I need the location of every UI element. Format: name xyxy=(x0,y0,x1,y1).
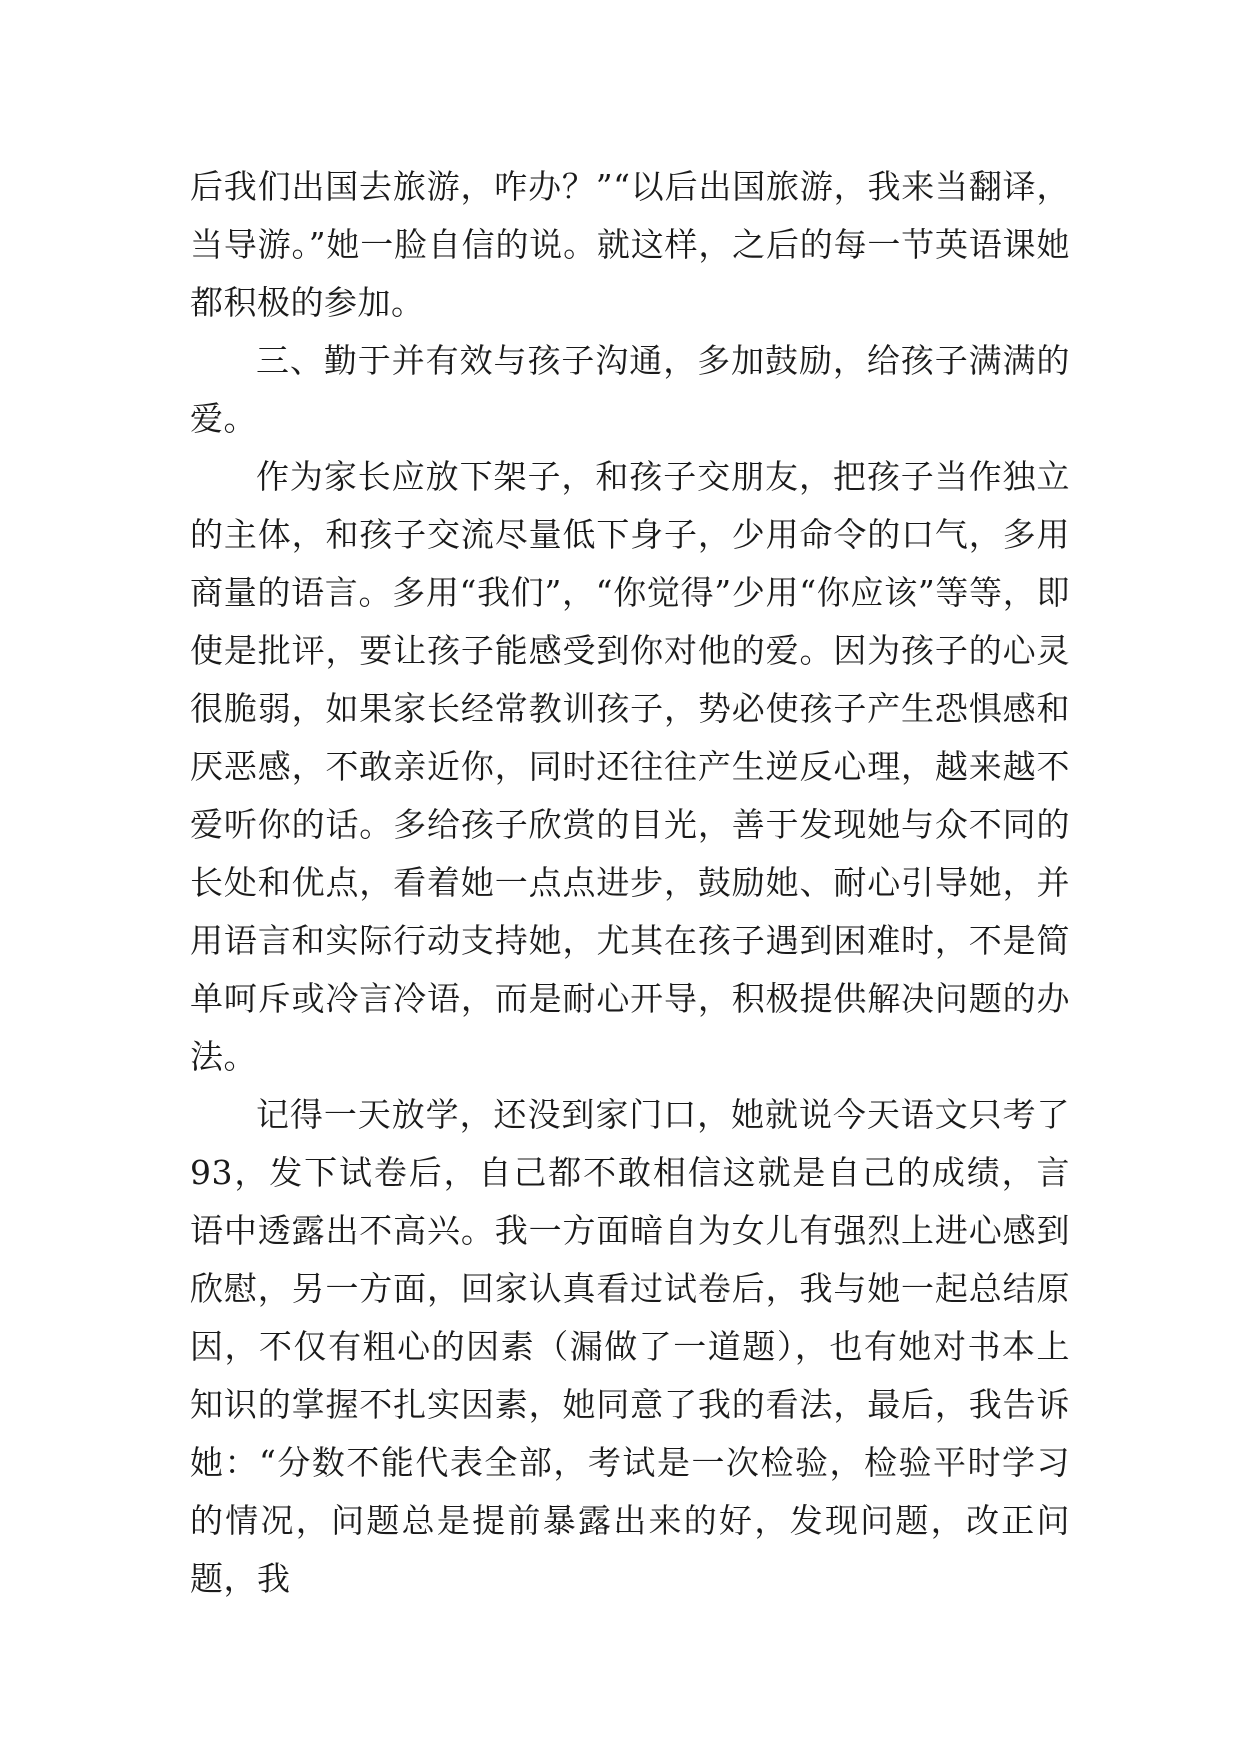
paragraph-4: 记得一天放学，还没到家门口，她就说今天语文只考了93，发下试卷后，自己都不敢相信这就是自己的成绩，言语中透露出不高兴。我一方面暗自为女儿有强烈上进心感到欣慰，另一方面，回家认真看过试卷后，我与她一起总结原因，不仅有粗心的因素（漏做了一道题），也有她对书本上知识的掌握不扎实因素，她同意了我的看法，最后，我告诉她：“分数不能代表全部，考试是一次检验，检验平时学习的情况，问题总是提前暴露出来的好，发现问题，改正问题，我 xyxy=(190,1095,1070,1598)
document-body xyxy=(190,158,1070,1608)
paragraph-1: 后我们出国去旅游，咋办？”“以后出国旅游，我来当翻译，当导游。”她一脸自信的说。就这样，之后的每一节英语课她都积极的参加。 xyxy=(190,167,1070,322)
paragraph-3: 作为家长应放下架子，和孩子交朋友，把孩子当作独立的主体，和孩子交流尽量低下身子，少用命令的口气，多用商量的语言。多用“我们”，“你觉得”少用“你应该”等等，即使是批评，要让孩子能感受到你对他的爱。因为孩子的心灵很脆弱，如果家长经常教训孩子，势必使孩子产生恐惧感和厌恶感，不敢亲近你，同时还往往产生逆反心理，越来越不爱听你的话。多给孩子欣赏的目光，善于发现她与众不同的长处和优点，看着她一点点进步，鼓励她、耐心引导她，并用语言和实际行动支持她，尤其在孩子遇到困难时，不是简单呵斥或冷言冷语，而是耐心开导，积极提供解决问题的办法。 xyxy=(190,457,1070,1076)
paragraph-2-heading: 三、勤于并有效与孩子沟通，多加鼓励，给孩子满满的爱。 xyxy=(190,341,1070,438)
